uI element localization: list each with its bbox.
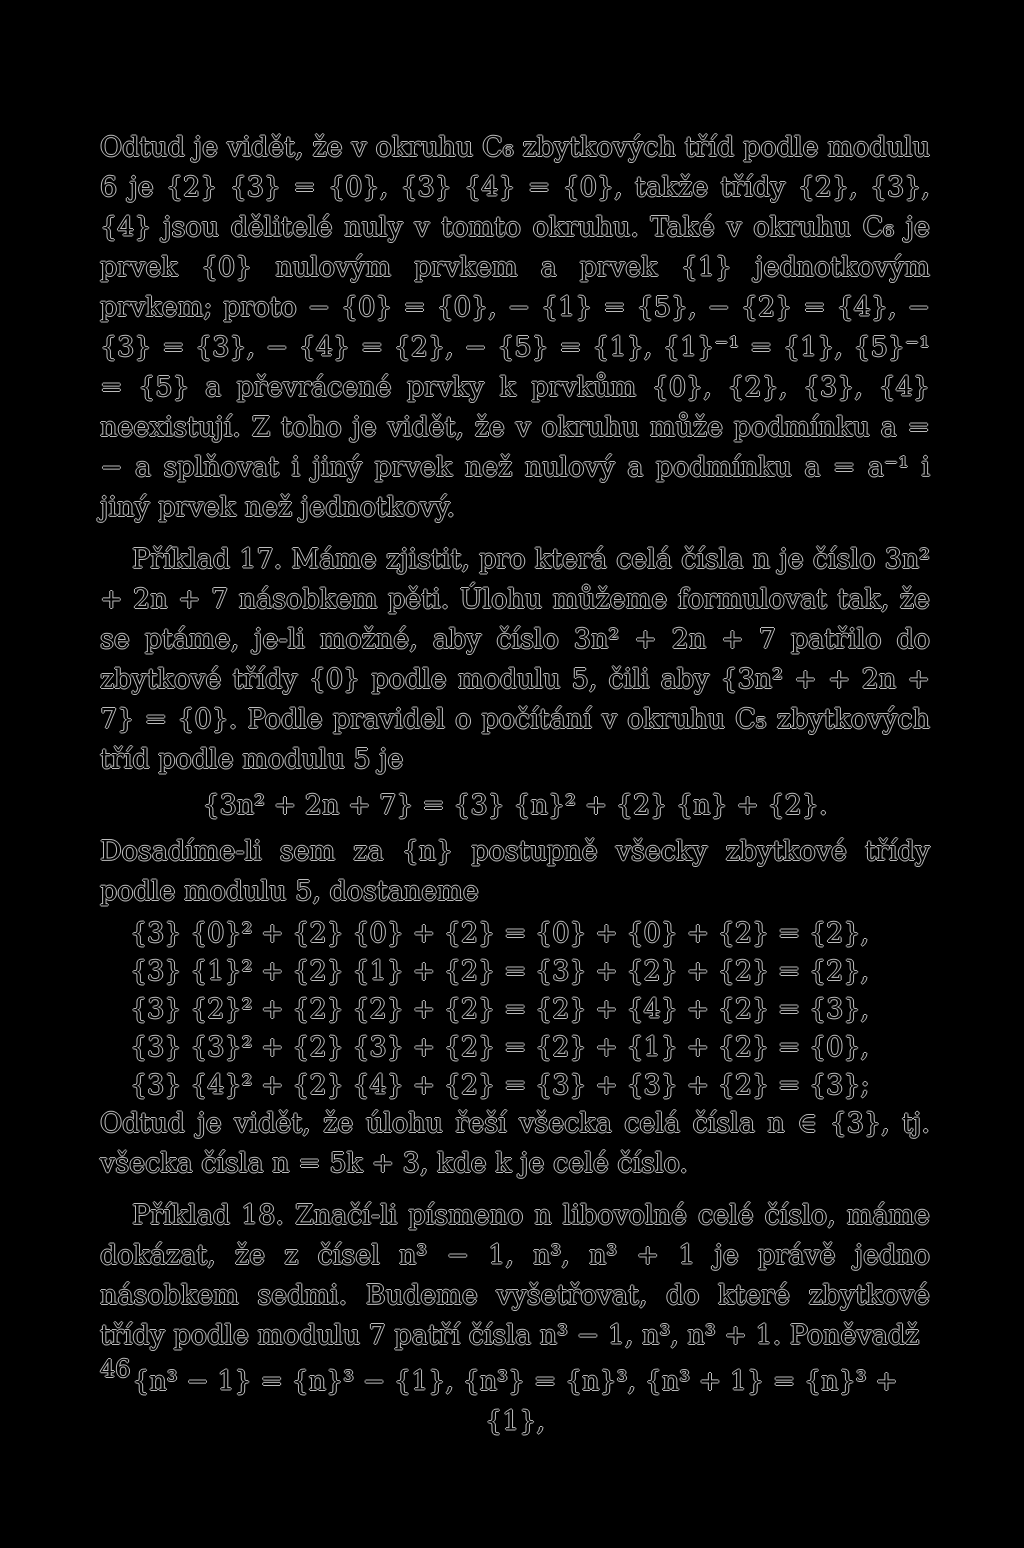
equation-row: {3} {1}² + {2} {1} + {2} = {3} + {2} + {2} = {2}, <box>130 956 870 987</box>
paragraph-example-17: Příklad 17. Máme zjistit, pro která celá čísla n je číslo 3n² + 2n + 7 násobkem pěti. Úlohu můžeme formulovat tak, že se ptáme, je-li možné, aby číslo 3n² + 2n + 7 patřilo do zbytkové třídy {0} podle modulu 5, čili aby {3n² + + 2n + 7} = {0}. Podle pravidel o počítání v okruhu C₅ zbytkových tříd podle modulu 5 je <box>100 544 930 775</box>
page-number: 46 <box>100 1355 131 1383</box>
equation-row: {3} {2}² + {2} {2} + {2} = {2} + {4} + {2} = {3}, <box>130 994 870 1025</box>
equation-row: {3} {3}² + {2} {3} + {2} = {2} + {1} + {2} = {0}, <box>130 1032 870 1063</box>
paragraph-substitute: Dosadíme-li sem za {n} postupně všecky zbytkové třídy podle modulu 5, dostaneme <box>100 836 930 907</box>
page-text <box>100 128 930 1448</box>
equation-row: {3} {4}² + {2} {4} + {2} = {3} + {3} + {2} = {3}; <box>130 1070 870 1101</box>
paragraph-c6-ring: Odtud je vidět, že v okruhu C₆ zbytkových tříd podle modulu 6 je {2} {3} = {0}, {3} {4} = {0}, takže třídy {2}, {3}, {4} jsou dělitelé nuly v tomto okruhu. Také v okruhu C₆ je prvek {0} nulovým prvkem a prvek {1} jednotkovým prvkem; proto − {0} = {0}, − {1} = {5}, − {2} = {4}, − {3} = {3}, − {4} = {2}, − {5} = {1}, {1}⁻¹ = {1}, {5}⁻¹ = {5} a převrácené prvky k prvkům {0}, {2}, {3}, {4} neexistují. Z toho je vidět, že v okruhu může podmínku a = − a splňovat i jiný prvek než nulový a podmínku a = a⁻¹ i jiný prvek než jednotkový. <box>100 132 930 523</box>
equation-last: {n³ − 1} = {n}³ − {1}, {n³} = {n}³, {n³ + 1} = {n}³ + {1}, <box>132 1366 898 1437</box>
paragraph-conclusion: Odtud je vidět, že úlohu řeší všecka celá čísla n ∈ {3}, tj. všecka čísla n = 5k + 3, kde k je celé číslo. <box>100 1108 930 1179</box>
equation-main: {3n² + 2n + 7} = {3} {n}² + {2} {n} + {2}. <box>202 790 828 821</box>
equation-list <box>130 914 930 1104</box>
equation-row: {3} {0}² + {2} {0} + {2} = {0} + {0} + {2} = {2}, <box>130 918 870 949</box>
paragraph-example-18: Příklad 18. Značí-li písmeno n libovolné celé číslo, máme dokázat, že z čísel n³ − 1, n³, n³ + 1 je právě jedno násobkem sedmi. Budeme vyšetřovat, do které zbytkové třídy podle modulu 7 patří čísla n³ − 1, n³, n³ + 1. Poněvadž <box>100 1200 930 1351</box>
